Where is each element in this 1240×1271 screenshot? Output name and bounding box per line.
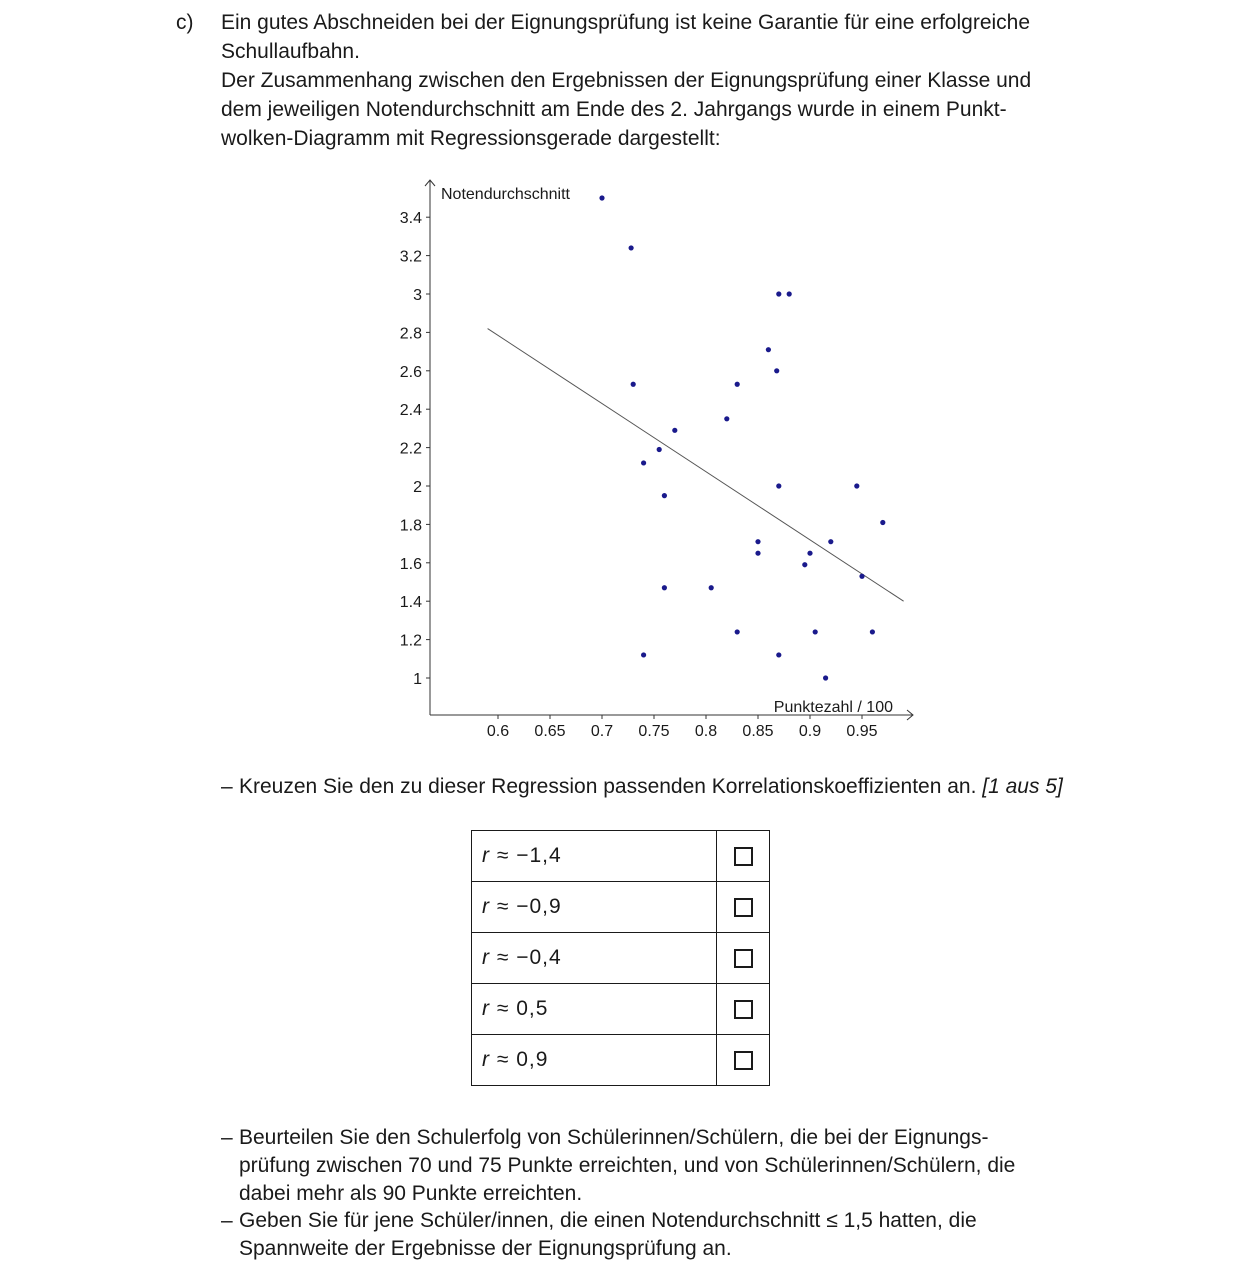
data-point: [870, 629, 875, 634]
checkbox[interactable]: [734, 847, 753, 866]
x-tick-label: 0.75: [638, 723, 670, 740]
option-box-cell: [717, 882, 770, 933]
chart-ticks: [400, 210, 878, 740]
task-1-text: Kreuzen Sie den zu dieser Regression passenden Korrelationskoeffizienten an.: [239, 775, 977, 798]
y-tick-label: 1.8: [399, 517, 422, 535]
data-point: [807, 551, 812, 556]
data-point: [766, 347, 771, 352]
x-tick-label: 0.8: [694, 723, 718, 740]
y-tick-label: 3.2: [399, 248, 422, 266]
checkbox[interactable]: [734, 898, 753, 917]
option-relation: ≈: [496, 1048, 510, 1071]
x-tick-label: 0.9: [798, 723, 822, 740]
task-2-line: Beurteilen Sie den Schulerfolg von Schülerinnen/Schülern, die bei der Eignungs-: [239, 1126, 989, 1149]
intro-line: wolken-Diagramm mit Regressionsgerade dargestellt:: [221, 127, 721, 150]
option-relation: ≈: [496, 895, 510, 918]
data-point: [828, 539, 833, 544]
data-point: [657, 447, 662, 452]
data-point: [787, 291, 792, 296]
task-3-line: Spannweite der Ergebnisse der Eignungsprüfung an.: [239, 1237, 732, 1260]
task-2-line: prüfung zwischen 70 und 75 Punkte erreichten, und von Schülerinnen/Schülern, die: [239, 1154, 1016, 1177]
y-tick-label: 2: [413, 479, 422, 496]
option-row: [472, 1035, 770, 1086]
data-point: [802, 562, 807, 567]
option-box-cell: [717, 933, 770, 984]
option-value: −1,4: [516, 844, 562, 867]
data-point: [859, 574, 864, 579]
option-value: 0,5: [516, 997, 549, 1020]
data-point: [662, 493, 667, 498]
option-variable: r: [482, 895, 490, 918]
option-value: 0,9: [516, 1048, 549, 1071]
checkbox[interactable]: [734, 949, 753, 968]
option-cell: [472, 831, 717, 882]
option-value: −0,4: [516, 946, 562, 969]
data-point: [709, 585, 714, 590]
option-cell: [472, 1035, 717, 1086]
option-row: [472, 984, 770, 1035]
question-label: c): [176, 11, 194, 34]
options-table: [471, 830, 770, 1086]
option-row: [472, 933, 770, 984]
y-tick-label: 1: [413, 671, 422, 688]
option-cell: [472, 882, 717, 933]
regression-line: [488, 329, 904, 602]
data-point: [662, 585, 667, 590]
option-row: [472, 831, 770, 882]
y-tick-label: 1.6: [399, 555, 422, 573]
y-axis-label: Notendurchschnitt: [441, 186, 570, 203]
data-point: [641, 652, 646, 657]
intro-line: Der Zusammenhang zwischen den Ergebnissen der Eignungsprüfung einer Klasse und: [221, 69, 1032, 92]
data-point: [641, 460, 646, 465]
x-tick-label: 0.65: [534, 723, 566, 740]
x-tick-label: 0.7: [590, 723, 614, 740]
task-dash: –: [221, 1126, 233, 1149]
data-point: [813, 629, 818, 634]
y-tick-label: 3.4: [399, 210, 422, 228]
data-point: [755, 539, 760, 544]
data-point: [854, 483, 859, 488]
intro-line: Ein gutes Abschneiden bei der Eignungsprüfung ist keine Garantie für eine erfolgreiche: [221, 11, 1031, 34]
data-point: [629, 245, 634, 250]
task-3-line: Geben Sie für jene Schüler/innen, die einen Notendurchschnitt ≤ 1,5 hatten, die: [239, 1209, 977, 1232]
data-point: [774, 368, 779, 373]
data-point: [724, 416, 729, 421]
data-point: [631, 382, 636, 387]
data-point: [880, 520, 885, 525]
data-point: [823, 675, 828, 680]
option-cell: [472, 984, 717, 1035]
option-cell: [472, 933, 717, 984]
option-variable: r: [482, 844, 490, 867]
task-2: [221, 1124, 1119, 1208]
option-variable: r: [482, 1048, 490, 1071]
data-point: [735, 382, 740, 387]
option-box-cell: [717, 831, 770, 882]
option-box-cell: [717, 984, 770, 1035]
checkbox[interactable]: [734, 1000, 753, 1019]
data-point: [735, 629, 740, 634]
y-tick-label: 3: [413, 287, 422, 304]
x-tick-label: 0.6: [486, 723, 510, 740]
intro-line: Schullaufbahn.: [221, 40, 360, 63]
y-tick-label: 2.2: [399, 440, 422, 458]
data-point: [755, 551, 760, 556]
task-1-hint: [1 aus 5]: [982, 775, 1063, 798]
regression-line-group: [488, 329, 904, 602]
data-point: [672, 428, 677, 433]
task-1: [221, 773, 1119, 801]
data-point: [776, 291, 781, 296]
y-tick-label: 2.6: [399, 363, 422, 381]
task-dash: –: [221, 1209, 233, 1232]
task-dash: –: [221, 775, 233, 798]
option-box-cell: [717, 1035, 770, 1086]
y-tick-label: 2.4: [399, 402, 422, 420]
y-tick-label: 2.8: [399, 325, 422, 343]
data-point: [776, 483, 781, 488]
intro-line: dem jeweiligen Notendurchschnitt am Ende des 2. Jahrgangs wurde in einem Punkt-: [221, 98, 1007, 121]
option-relation: ≈: [496, 946, 510, 969]
data-points: [599, 195, 885, 680]
option-variable: r: [482, 946, 490, 969]
y-tick-label: 1.2: [399, 632, 422, 650]
option-relation: ≈: [496, 997, 510, 1020]
chart-axes: [425, 180, 913, 720]
task-3: [221, 1207, 1119, 1263]
y-tick-label: 1.4: [399, 594, 422, 612]
checkbox[interactable]: [734, 1051, 753, 1070]
option-value: −0,9: [516, 895, 562, 918]
option-row: [472, 882, 770, 933]
task-2-line: dabei mehr als 90 Punkte erreichten.: [239, 1182, 583, 1205]
option-variable: r: [482, 997, 490, 1020]
x-axis-label: Punktezahl / 100: [773, 699, 893, 716]
data-point: [776, 652, 781, 657]
option-relation: ≈: [496, 844, 510, 867]
x-tick-label: 0.85: [742, 723, 774, 740]
x-tick-label: 0.95: [846, 723, 878, 740]
data-point: [599, 195, 604, 200]
